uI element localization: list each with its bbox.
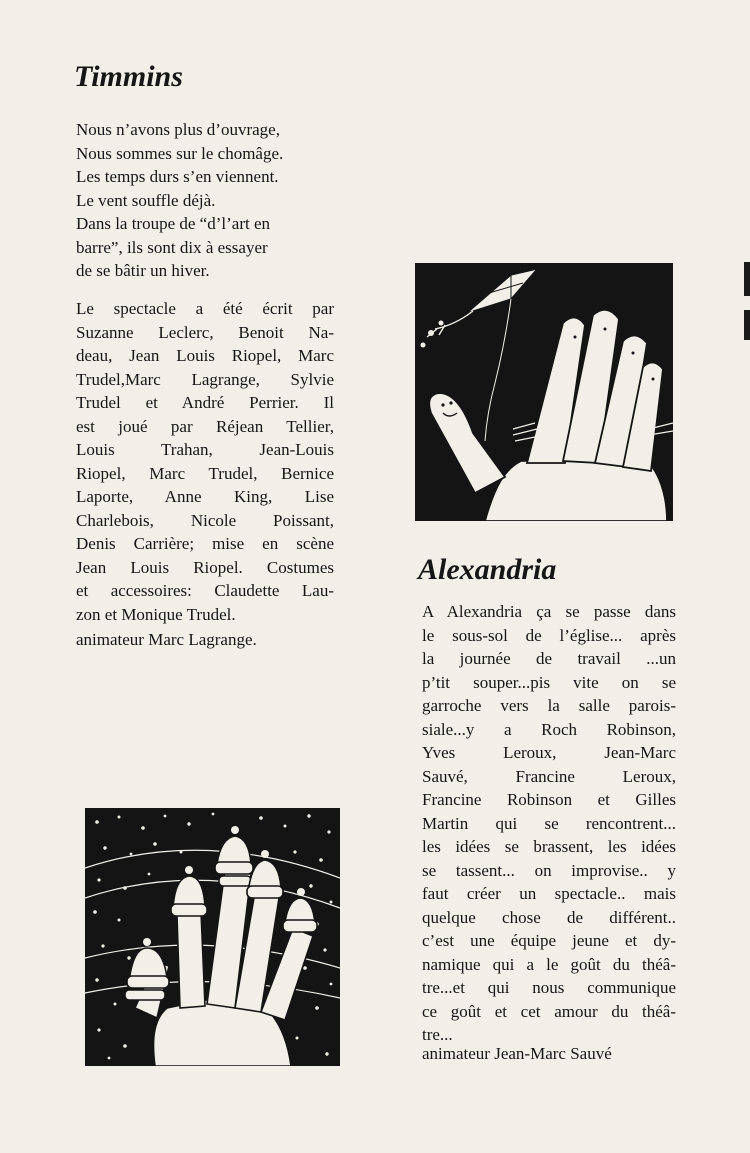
body-line: A Alexandria ça se passe dans xyxy=(422,602,676,621)
body-line: deau, Jean Louis Riopel, Marc xyxy=(76,346,334,365)
body-line: Yves Leroux, Jean-Marc xyxy=(422,743,676,762)
body-line: quelque chose de différent.. xyxy=(422,907,676,927)
fingers-hats-illustration xyxy=(85,808,340,1066)
poem-line: Nous n’avons plus d’ouvrage, xyxy=(76,120,280,139)
body-line: Riopel, Marc Trudel, Bernice xyxy=(76,463,334,483)
body-line: garroche vers la salle parois- xyxy=(422,696,676,715)
timmins-title: Timmins xyxy=(74,60,183,93)
body-line: la journée de travail ...un xyxy=(422,649,676,668)
body-line: Trudel et André Perrier. Il xyxy=(76,393,334,412)
body-line: Suzanne Leclerc, Benoit Na- xyxy=(76,322,334,342)
body-line: Charlebois, Nicole Poissant, xyxy=(76,510,334,530)
poem-line: barre”, ils sont dix à essayer xyxy=(76,237,268,257)
body-line: tre... xyxy=(422,1025,453,1044)
body-line: Denis Carrière; mise en scène xyxy=(76,534,334,553)
fingers-hats-drawing xyxy=(85,808,340,1066)
poem-line: Nous sommes sur le chomâge. xyxy=(76,143,284,163)
alexandria-body xyxy=(422,600,676,1047)
body-line: p’tit souper...pis vite on se xyxy=(422,672,676,692)
body-line: se tassent... on improvise.. y xyxy=(422,860,676,880)
body-line: est joué par Réjean Tellier, xyxy=(76,416,334,436)
poem-line: Le vent souffle déjà. xyxy=(76,190,216,210)
body-line: Jean Louis Riopel. Costumes xyxy=(76,557,334,577)
body-line: tre...et qui nous communique xyxy=(422,978,676,997)
timmins-poem xyxy=(76,118,283,283)
poem-line: Dans la troupe de “d’l’art en xyxy=(76,214,270,233)
poem-line: de se bâtir un hiver. xyxy=(76,261,210,280)
edge-tab-mark xyxy=(744,310,750,340)
body-line: Louis Trahan, Jean-Louis xyxy=(76,440,334,459)
hand-kite-illustration xyxy=(415,263,673,521)
timmins-credit: animateur Marc Lagrange. xyxy=(76,630,257,649)
alexandria-credit: animateur Jean-Marc Sauvé xyxy=(422,1044,612,1063)
body-line: les idées se brassent, les idées xyxy=(422,837,676,856)
body-line: faut créer un spectacle.. mais xyxy=(422,884,676,903)
edge-tab-mark xyxy=(744,262,750,296)
body-line: c’est une équipe jeune et dy- xyxy=(422,931,676,950)
body-line: Trudel,Marc Lagrange, Sylvie xyxy=(76,369,334,389)
body-line: zon et Monique Trudel. xyxy=(76,604,236,624)
body-line: et accessoires: Claudette Lau- xyxy=(76,581,334,600)
body-line: namique qui a le goût du théâ- xyxy=(422,954,676,974)
body-line: Le spectacle a été écrit par xyxy=(76,299,334,318)
body-line: siale...y a Roch Robinson, xyxy=(422,719,676,739)
body-line: Martin qui se rencontrent... xyxy=(422,813,676,833)
hand-kite-drawing xyxy=(415,263,673,521)
alexandria-title: Alexandria xyxy=(418,553,557,586)
body-line: Sauvé, Francine Leroux, xyxy=(422,766,676,786)
body-line: Laporte, Anne King, Lise xyxy=(76,487,334,506)
body-line: ce goût et cet amour du théâ- xyxy=(422,1001,676,1021)
body-line: Francine Robinson et Gilles xyxy=(422,790,676,809)
poem-line: Les temps durs s’en viennent. xyxy=(76,167,279,186)
timmins-body xyxy=(76,297,334,626)
body-line: le sous-sol de l’église... après xyxy=(422,625,676,645)
